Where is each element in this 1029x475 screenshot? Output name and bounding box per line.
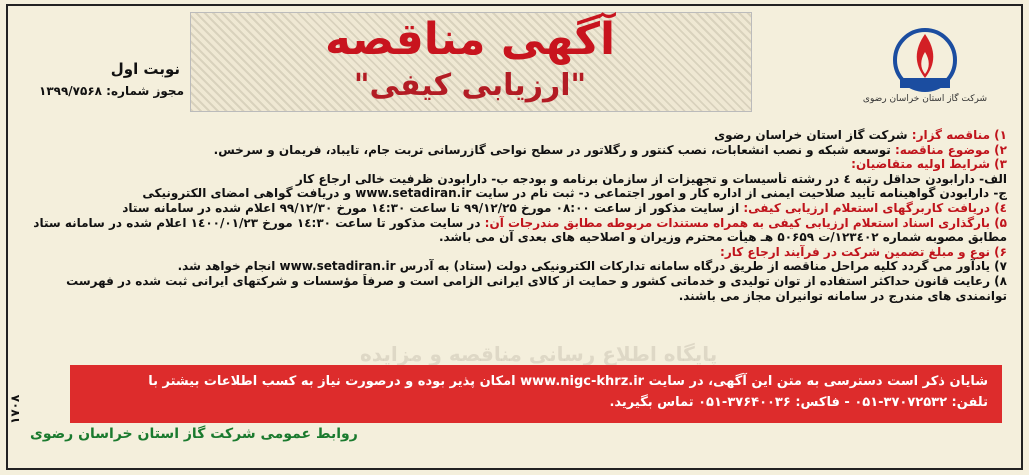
item-line — [22, 186, 1007, 201]
item-text: ۷) یادآور می گردد کلیه مراحل مناقصه از طریق درگاه سامانه تدارکات الکترونیکی دولت (ستاد) به آدرس www.setadiran.ir انجام خواهد شد. — [177, 259, 1007, 274]
item-text: ج- دارابودن گواهینامه تأیید صلاحیت ایمنی از اداره کار و امور اجتماعی د- ثبت نام در سایت www.setadiran.ir و دریافت گواهی امضای الکترونیکی — [142, 186, 1007, 201]
watermark-text: پایگاه اطلاع رسانی مناقصه و مزایده — [360, 342, 718, 366]
item-heading: ۳) شرایط اولیه متقاضیان: — [851, 157, 1007, 172]
item-text: الف- دارابودن حداقل رتبه ٤ در رشته تأسیسات و تجهیزات از سازمان برنامه و بودجه ب- دارابودن ظرفیت خالی ارجاع کار — [295, 171, 1007, 186]
item-line — [22, 245, 1007, 260]
item-heading: ٤) دریافت کاربرگهای استعلام ارزیابی کیفی: — [743, 200, 1007, 215]
item-text: توانمندی های مندرج در سامانه توانیران مجاز می باشند. — [678, 288, 1007, 303]
notice-subtitle: "ارزیابی کیفی" — [353, 68, 587, 103]
gas-flame-icon — [870, 22, 980, 102]
item-text: ۸) رعایت قانون حداکثر استفاده از توان تولیدی و خدماتی کشور و حمایت از کالای ایرانی الزامی است و صرفاً مؤسسات و شرکتهای ایرانی ثبت شده در فهرست — [66, 273, 1007, 288]
item-text: در سایت مذکور تا ساعت ۱٤:۳۰ مورخ ۱٤۰۰/۰۱/۲۳ اعلام شده در سامانه ستاد — [33, 215, 485, 230]
item-line — [22, 216, 1007, 231]
contact-notice — [70, 365, 1002, 423]
item-heading: ۵) بارگذاری اسناد استعلام ارزیابی کیفی به همراه مستندات مربوطه مطابق مندرجات آن: — [484, 215, 1007, 230]
publication-round: نوبت اول — [110, 60, 180, 78]
item-heading: ۱) مناقصه گزار: — [911, 128, 1007, 142]
item-text: شرکت گاز استان خراسان رضوی — [714, 128, 912, 142]
contact-line-1: شایان ذکر است دسترسی به متن این آگهی، در سایت www.nigc-khrz.ir امکان پذیر بوده و درصورت نیاز به کسب اطلاعات بیشتر با — [148, 374, 988, 389]
item-heading: ۶) نوع و مبلغ تضمین شرکت در فرآیند ارجاع کار: — [720, 244, 1007, 259]
item-line — [22, 143, 1007, 158]
item-line — [22, 289, 1007, 304]
side-number: ۱۷۰۸ — [8, 394, 22, 424]
logo-caption: شرکت گاز استان خراسان رضوی — [862, 94, 988, 104]
notice-body — [22, 128, 1007, 303]
permit-number: مجوز شماره: ۱۳۹۹/۷۵۶۸ — [39, 84, 184, 98]
item-text: از سایت مذکور از ساعت ۰۸:۰۰ مورخ ۹۹/۱۲/۲۵ تا ساعت ۱٤:۳۰ مورخ ۹۹/۱۲/۳۰ اعلام شده در سامانه ستاد — [122, 200, 744, 215]
item-line — [22, 259, 1007, 274]
item-text: مطابق مصوبه شماره ۱۲۳٤۰۲/ت ۵۰۶۵۹ هـ هیأت محترم وزیران و اصلاحیه های بعدی آن می باشد. — [438, 230, 1007, 245]
item-line — [22, 128, 1007, 143]
item-line — [22, 274, 1007, 289]
contact-line-2: تلفن: ۳۷۰۷۲۵۳۲-۰۵۱ - فاکس: ۳۷۶۴۰۰۳۶-۰۵۱ تماس بگیرید. — [609, 395, 988, 410]
public-relations-footer — [30, 426, 430, 442]
footer-text: روابط عمومی شرکت گاز استان خراسان رضوی — [30, 426, 358, 442]
item-line — [22, 201, 1007, 216]
item-line — [22, 157, 1007, 172]
notice-title: آگهی مناقصه — [324, 14, 616, 65]
item-text: توسعه شبکه و نصب انشعابات، نصب کنتور و رگلاتور در سطح نواحی گازرسانی تربت جام، تایباد، فریمان و سرخس. — [213, 142, 895, 157]
item-line — [22, 230, 1007, 245]
item-heading: ۲) موضوع مناقصه: — [894, 142, 1007, 157]
item-line — [22, 172, 1007, 187]
